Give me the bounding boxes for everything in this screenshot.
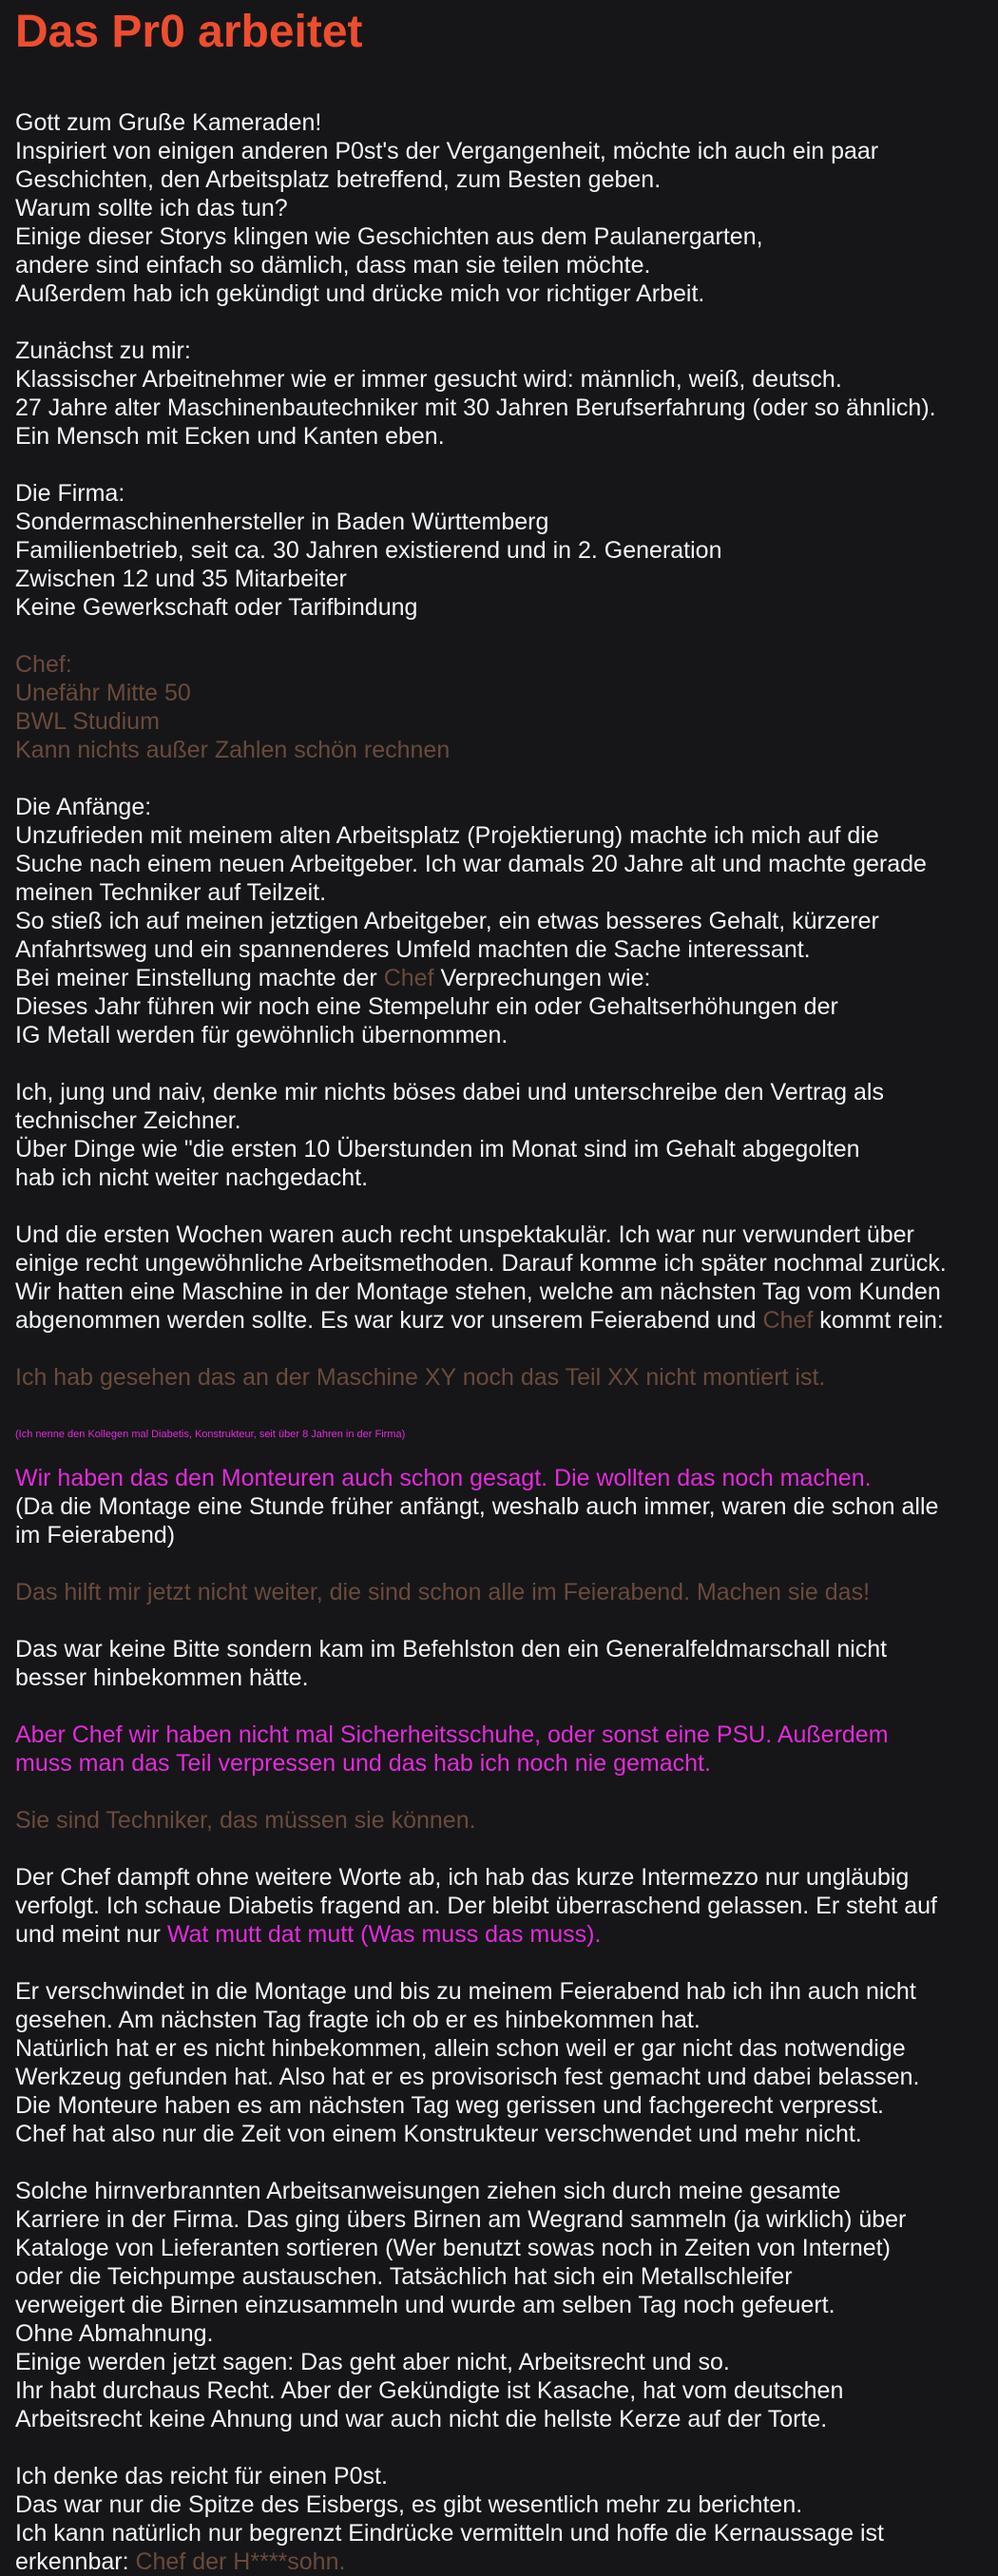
- narration-text: Suche nach einem neuen Arbeitgeber. Ich war damals 20 Jahre alt und machte gerade: [15, 851, 927, 877]
- chef-speech: BWL Studium: [15, 708, 160, 735]
- chef-speech: Ich hab gesehen das an der Maschine XY noch das Teil XX nicht montiert ist.: [15, 1364, 826, 1391]
- post-title: Das Pr0 arbeitet: [15, 7, 363, 57]
- text-line: [15, 593, 998, 622]
- narration-text: Das war nur die Spitze des Eisbergs, es gibt wesentlich mehr zu berichten.: [15, 2491, 803, 2518]
- paragraph-gap: [15, 1692, 998, 1721]
- text-line: [15, 2376, 998, 2405]
- narration-text: Ein Mensch mit Ecken und Kanten eben.: [15, 423, 445, 450]
- text-line: [15, 850, 998, 878]
- text-line: [15, 2205, 998, 2234]
- text-line: [15, 2006, 998, 2034]
- narration-text: meinen Techniker auf Teilzeit.: [15, 879, 327, 906]
- note-line: [15, 1428, 998, 1456]
- post-content: [0, 6, 998, 2576]
- narration-text: hab ich nicht weiter nachgedacht.: [15, 1164, 369, 1191]
- text-line: [15, 536, 998, 565]
- narration-text: Außerdem hab ich gekündigt und drücke mich vor richtiger Arbeit.: [15, 280, 705, 307]
- text-line: [15, 1021, 998, 1049]
- narration-text: Wir hatten eine Maschine in der Montage stehen, welche am nächsten Tag vom Kunden: [15, 1278, 941, 1305]
- paragraph-gap: [15, 1049, 998, 1078]
- text-line: [15, 736, 998, 764]
- narration-text: Familienbetrieb, seit ca. 30 Jahren existierend und in 2. Generation: [15, 537, 722, 564]
- text-line: [15, 821, 998, 850]
- narration-text: Über Dinge wie "die ersten 10 Überstunden im Monat sind im Gehalt abgegolten: [15, 1136, 860, 1163]
- text-line: [15, 1977, 998, 2006]
- text-line: [15, 2262, 998, 2291]
- narration-text: Karriere in der Firma. Das ging übers Birnen am Wegrand sammeln (ja wirklich) über: [15, 2206, 907, 2233]
- text-line: [15, 479, 998, 508]
- text-line: [15, 679, 998, 707]
- text-line: [15, 1278, 998, 1306]
- text-line: [15, 2291, 998, 2319]
- text-line: [15, 1492, 998, 1521]
- narration-text: Kataloge von Lieferanten sortieren (Wer benutzt sowas noch in Zeiten von Internet): [15, 2235, 891, 2261]
- text-line: [15, 2319, 998, 2348]
- text-line: [15, 1749, 998, 1778]
- text-line: [15, 935, 998, 964]
- narration-text: Ihr habt durchaus Recht. Aber der Gekündigte ist Kasache, hat vom deutschen: [15, 2377, 844, 2404]
- text-line: [15, 1578, 998, 1606]
- paragraph-gap: [15, 1392, 998, 1420]
- narration-text: im Feierabend): [15, 1522, 176, 1548]
- text-line: [15, 2462, 998, 2490]
- text-line: [15, 508, 998, 536]
- narration-text: Gott zum Gruße Kameraden!: [15, 109, 322, 136]
- narration-text: Chef hat also nur die Zeit von einem Konstrukteur verschwendet und mehr nicht.: [15, 2121, 862, 2147]
- narration-text: Zwischen 12 und 35 Mitarbeiter: [15, 566, 347, 592]
- chef-speech: Chef: [383, 965, 434, 991]
- chef-speech: Unefähr Mitte 50: [15, 680, 191, 706]
- narration-text: (Da die Montage eine Stunde früher anfängt, weshalb auch immer, waren die schon alle: [15, 1493, 939, 1520]
- narration-text: und meint nur: [15, 1921, 167, 1948]
- narration-text: 27 Jahre alter Maschinenbautechniker mit 30 Jahren Berufserfahrung (oder so ähnlich).: [15, 394, 936, 421]
- text-line: [15, 137, 998, 165]
- text-line: [15, 279, 998, 308]
- narration-text: Dieses Jahr führen wir noch eine Stempeluhr ein oder Gehaltserhöhungen der: [15, 993, 838, 1020]
- diabetis-speech: Wat mutt dat mutt (Was muss das muss).: [166, 1921, 602, 1948]
- narration-text: Bei meiner Einstellung machte der: [15, 965, 384, 991]
- narration-text: abgenommen werden sollte. Es war kurz vor unserem Feierabend und: [15, 1307, 763, 1334]
- paragraph-gap: [15, 1835, 998, 1863]
- text-line: [15, 1464, 998, 1492]
- text-line: [15, 108, 998, 137]
- narration-text: Der Chef dampft ohne weitere Worte ab, ich hab das kurze Intermezzo nur ungläubig: [15, 1864, 910, 1891]
- narration-text: Die Monteure haben es am nächsten Tag weg gerissen und fachgerecht verpresst.: [15, 2092, 884, 2119]
- text-line: [15, 1920, 998, 1949]
- text-line: [15, 2034, 998, 2063]
- text-line: [15, 1135, 998, 1163]
- text-line: [15, 1806, 998, 1835]
- narration-text: technischer Zeichner.: [15, 1107, 241, 1134]
- narration-text: So stieß ich auf meinen jetztigen Arbeitgeber, ein etwas besseres Gehalt, kürzerer: [15, 908, 879, 934]
- text-line: [15, 1635, 998, 1663]
- text-line: [15, 2405, 998, 2433]
- text-line: [15, 2234, 998, 2262]
- text-line: [15, 2348, 998, 2376]
- text-line: [15, 2091, 998, 2120]
- narration-text: Natürlich hat er es nicht hinbekommen, allein schon weil er gar nicht das notwendige: [15, 2035, 906, 2062]
- text-line: [15, 793, 998, 821]
- text-line: [15, 2490, 998, 2519]
- text-line: [15, 1306, 998, 1335]
- diabetis-speech: Aber Chef wir haben nicht mal Sicherheitsschuhe, oder sonst eine PSU. Außerdem: [15, 1721, 889, 1748]
- narration-text: IG Metall werden für gewöhnlich übernommen.: [15, 1022, 509, 1048]
- narration-text: Werkzeug gefunden hat. Also hat er es provisorisch fest gemacht und dabei belassen.: [15, 2064, 920, 2090]
- text-line: [15, 1521, 998, 1549]
- paragraph-gap: [15, 622, 998, 650]
- diabetis-speech: muss man das Teil verpressen und das hab ich noch nie gemacht.: [15, 1750, 711, 1777]
- text-line: [15, 336, 998, 365]
- narration-text: gesehen. Am nächsten Tag fragte ich ob er es hinbekommen hat.: [15, 2007, 701, 2033]
- text-line: [15, 194, 998, 222]
- text-line: [15, 365, 998, 394]
- text-line: [15, 964, 998, 992]
- text-line: [15, 1892, 998, 1920]
- narration-text: Klassischer Arbeitnehmer wie er immer gesucht wird: männlich, weiß, deutsch.: [15, 366, 842, 393]
- text-line: [15, 1078, 998, 1106]
- diabetis-speech: Wir haben das den Monteuren auch schon gesagt. Die wollten das noch machen.: [15, 1465, 872, 1491]
- narration-text: erkennbar:: [15, 2548, 136, 2575]
- text-line: [15, 2547, 998, 2576]
- paragraph-gap: [15, 2148, 998, 2177]
- narration-text: Die Firma:: [15, 480, 125, 507]
- chef-speech: Chef: [762, 1307, 814, 1334]
- text-line: [15, 565, 998, 593]
- text-line: [15, 165, 998, 194]
- narration-text: Einige dieser Storys klingen wie Geschichten aus dem Paulanergarten,: [15, 223, 763, 250]
- narration-text: Und die ersten Wochen waren auch recht unspektakulär. Ich war nur verwundert über: [15, 1221, 914, 1248]
- paragraph-gap: [15, 1949, 998, 1977]
- diabetis-speech: (Ich nenne den Kollegen mal Diabetis, Konstrukteur, seit über 8 Jahren in der Firma): [15, 1429, 406, 1440]
- narration-text: Das war keine Bitte sondern kam im Befehlston den ein Generalfeldmarschall nicht: [15, 1636, 888, 1663]
- narration-text: Anfahrtsweg und ein spannenderes Umfeld machten die Sache interessant.: [15, 936, 811, 963]
- text-line: [15, 2120, 998, 2148]
- chef-speech: Sie sind Techniker, das müssen sie können.: [15, 1807, 476, 1834]
- paragraph-gap: [15, 1335, 998, 1363]
- chef-speech: Kann nichts außer Zahlen schön rechnen: [15, 737, 451, 763]
- narration-text: Arbeitsrecht keine Ahnung und war auch nicht die hellste Kerze auf der Torte.: [15, 2406, 828, 2432]
- narration-text: kommt rein:: [813, 1307, 944, 1334]
- narration-text: Einige werden jetzt sagen: Das geht aber nicht, Arbeitsrecht und so.: [15, 2349, 730, 2375]
- narration-text: verfolgt. Ich schaue Diabetis fragend an. Der bleibt überraschend gelassen. Er steht auf: [15, 1893, 938, 1919]
- chef-speech: Das hilft mir jetzt nicht weiter, die sind schon alle im Feierabend. Machen sie das!: [15, 1579, 871, 1605]
- paragraph-gap: [15, 764, 998, 793]
- text-line: [15, 907, 998, 935]
- text-line: [15, 1721, 998, 1749]
- paragraph-gap: [15, 2433, 998, 2462]
- narration-text: Solche hirnverbrannten Arbeitsanweisungen ziehen sich durch meine gesamte: [15, 2178, 841, 2204]
- text-line: [15, 992, 998, 1021]
- chef-speech: Chef der H****sohn.: [135, 2548, 346, 2575]
- narration-text: Ich kann natürlich nur begrenzt Eindrücke vermitteln und hoffe die Kernaussage ist: [15, 2520, 884, 2547]
- paragraph-gap: [15, 308, 998, 336]
- narration-text: Die Anfänge:: [15, 794, 152, 820]
- chef-speech: Chef:: [15, 651, 72, 678]
- narration-text: Warum sollte ich das tun?: [15, 195, 288, 221]
- text-line: [15, 222, 998, 251]
- narration-text: Er verschwindet in die Montage und bis zu meinem Feierabend hab ich ihn auch nicht: [15, 1978, 916, 2005]
- text-line: [15, 707, 998, 736]
- text-line: [15, 2519, 998, 2547]
- narration-text: Keine Gewerkschaft oder Tarifbindung: [15, 594, 418, 621]
- narration-text: andere sind einfach so dämlich, dass man sie teilen möchte.: [15, 252, 651, 279]
- text-line: [15, 251, 998, 279]
- narration-text: Inspiriert von einigen anderen P0st's der Vergangenheit, möchte ich auch ein paar: [15, 138, 879, 164]
- text-line: [15, 422, 998, 451]
- text-line: [15, 1163, 998, 1192]
- narration-text: Geschichten, den Arbeitsplatz betreffend, zum Besten geben.: [15, 166, 662, 193]
- paragraph-gap: [15, 1192, 998, 1221]
- narration-text: Sondermaschinenhersteller in Baden Württemberg: [15, 509, 549, 535]
- text-line: [15, 1363, 998, 1392]
- text-line: [15, 878, 998, 907]
- paragraph-gap: [15, 451, 998, 479]
- text-line: [15, 650, 998, 679]
- text-line: [15, 394, 998, 422]
- narration-text: verweigert die Birnen einzusammeln und wurde am selben Tag noch gefeuert.: [15, 2292, 835, 2318]
- narration-text: Ich denke das reicht für einen P0st.: [15, 2463, 388, 2489]
- narration-text: Ich, jung und naiv, denke mir nichts böses dabei und unterschreibe den Vertrag als: [15, 1079, 884, 1105]
- text-line: [15, 1663, 998, 1692]
- text-line: [15, 1249, 998, 1278]
- text-line: [15, 1221, 998, 1249]
- narration-text: einige recht ungewöhnliche Arbeitsmethoden. Darauf komme ich später nochmal zurück.: [15, 1250, 947, 1277]
- paragraph-gap: [15, 1549, 998, 1578]
- narration-text: Ohne Abmahnung.: [15, 2320, 214, 2347]
- narration-text: Verprechungen wie:: [433, 965, 651, 991]
- narration-text: oder die Teichpumpe austauschen. Tatsächlich hat sich ein Metallschleifer: [15, 2263, 793, 2290]
- text-line: [15, 1863, 998, 1892]
- narration-text: Unzufrieden mit meinem alten Arbeitsplatz (Projektierung) machte ich mich auf die: [15, 822, 879, 849]
- text-line: [15, 2063, 998, 2091]
- text-line: [15, 2177, 998, 2205]
- paragraph-gap: [15, 1606, 998, 1635]
- paragraph-gap: [15, 1778, 998, 1806]
- narration-text: besser hinbekommen hätte.: [15, 1664, 309, 1691]
- narration-text: Zunächst zu mir:: [15, 337, 191, 364]
- text-line: [15, 1106, 998, 1135]
- post-body: [15, 108, 998, 2576]
